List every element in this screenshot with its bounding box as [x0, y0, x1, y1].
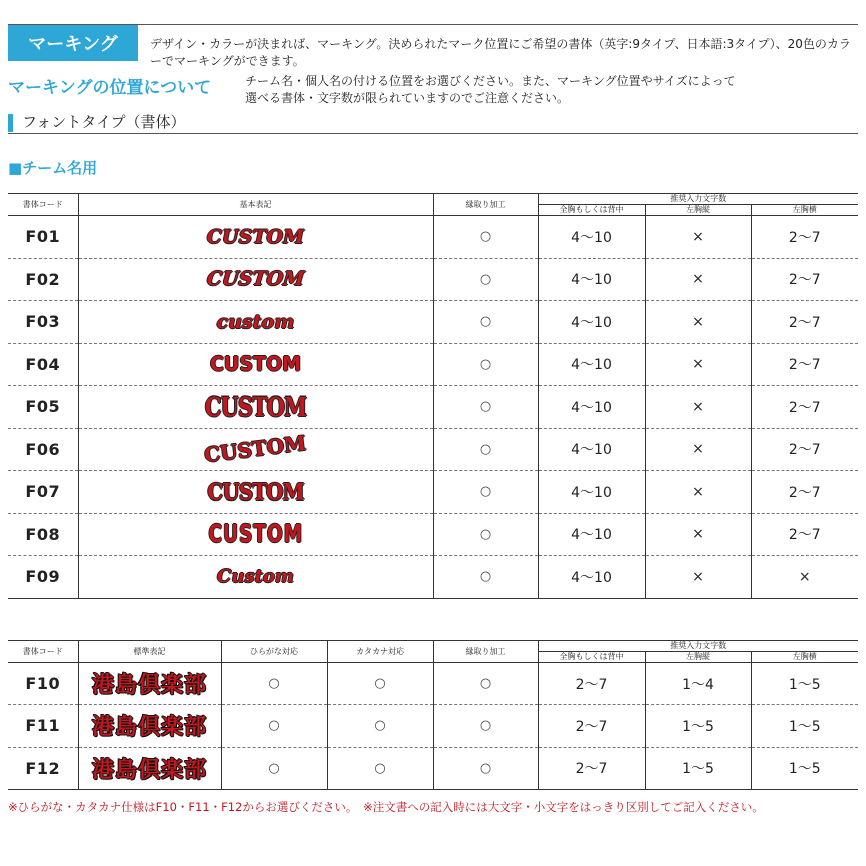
table-row — [8, 428, 858, 471]
full-chest-count: 4～10 — [538, 428, 645, 471]
left-vertical-count: × — [645, 216, 751, 259]
full-chest-count: 2～7 — [538, 705, 645, 747]
full-chest-count: 4～10 — [538, 301, 645, 344]
col-left-vertical: 左胸縦 — [645, 652, 751, 663]
left-horizontal-count: 1～5 — [751, 747, 858, 789]
font-code: F02 — [8, 258, 78, 301]
col-sample: 基本表記 — [78, 194, 433, 216]
font-sample: CUSTOM — [204, 391, 307, 423]
position-text — [245, 73, 845, 107]
left-vertical-count: × — [645, 513, 751, 556]
table-row — [8, 556, 858, 599]
font-sample: 港島倶楽部 — [91, 673, 207, 699]
left-vertical-count: 1～4 — [645, 663, 751, 705]
position-title: マーキングの位置について — [8, 78, 212, 98]
font-code: F03 — [8, 301, 78, 344]
left-vertical-count: × — [645, 556, 751, 599]
font-code: F12 — [8, 747, 78, 789]
font-code: F11 — [8, 705, 78, 747]
hiragana-mark: ○ — [221, 705, 327, 747]
full-chest-count: 4～10 — [538, 386, 645, 429]
font-code: F01 — [8, 216, 78, 259]
font-sample: Custom — [217, 566, 294, 588]
full-chest-count: 4～10 — [538, 556, 645, 599]
font-code: F06 — [8, 428, 78, 471]
border-mark: ○ — [433, 471, 538, 514]
col-code: 書体コード — [8, 194, 78, 216]
left-horizontal-count: 2～7 — [751, 301, 858, 344]
font-code: F04 — [8, 343, 78, 386]
col-left-horizontal: 左胸横 — [751, 652, 858, 663]
left-vertical-count: × — [645, 471, 751, 514]
font-sample: CUSTOM — [206, 225, 305, 248]
font-code: F09 — [8, 556, 78, 599]
left-horizontal-count: 2～7 — [751, 513, 858, 556]
border-mark: ○ — [433, 556, 538, 599]
japanese-font-table — [8, 640, 858, 790]
border-mark: ○ — [433, 258, 538, 301]
border-mark: ○ — [433, 663, 538, 705]
marking-badge: マーキング — [8, 25, 138, 61]
table-row — [8, 471, 858, 514]
border-mark: ○ — [433, 343, 538, 386]
col-recommended: 推奨入力文字数 — [538, 641, 858, 652]
border-mark: ○ — [433, 386, 538, 429]
position-text-line-1: チーム名・個人名の付ける位置をお選びください。また、マーキング位置やサイズによって — [245, 74, 736, 88]
table-row — [8, 705, 858, 747]
left-horizontal-count: 1～5 — [751, 663, 858, 705]
left-horizontal-count: 2～7 — [751, 216, 858, 259]
table-row — [8, 747, 858, 789]
font-code: F07 — [8, 471, 78, 514]
full-chest-count: 4～10 — [538, 513, 645, 556]
table-row — [8, 513, 858, 556]
font-sample: custom — [216, 310, 295, 333]
left-vertical-count: × — [645, 386, 751, 429]
katakana-mark: ○ — [327, 747, 433, 789]
footnote: ※ひらがな・カタカナ仕様はF10・F11・F12からお選びください。 ※注文書への記入時には大文字・小文字をはっきり区別してご記入ください。 — [8, 800, 764, 814]
heading-bar — [8, 114, 13, 132]
full-chest-count: 4～10 — [538, 258, 645, 301]
font-sample: 港島倶楽部 — [91, 715, 207, 741]
table-row — [8, 386, 858, 429]
table-row — [8, 301, 858, 344]
left-vertical-count: 1～5 — [645, 747, 751, 789]
full-chest-count: 4～10 — [538, 471, 645, 514]
col-border: 縁取り加工 — [433, 641, 538, 663]
left-vertical-count: × — [645, 301, 751, 344]
font-code: F10 — [8, 663, 78, 705]
left-horizontal-count: × — [751, 556, 858, 599]
katakana-mark: ○ — [327, 705, 433, 747]
left-horizontal-count: 1～5 — [751, 705, 858, 747]
full-chest-count: 2～7 — [538, 747, 645, 789]
font-code: F05 — [8, 386, 78, 429]
left-vertical-count: × — [645, 343, 751, 386]
font-sample: CUSTOM — [208, 519, 303, 549]
border-mark: ○ — [433, 216, 538, 259]
full-chest-count: 2～7 — [538, 663, 645, 705]
font-type-title: フォントタイプ（書体） — [22, 113, 186, 131]
hiragana-mark: ○ — [221, 663, 327, 705]
left-horizontal-count: 2～7 — [751, 343, 858, 386]
team-name-title: ■チーム名用 — [8, 159, 98, 177]
font-code: F08 — [8, 513, 78, 556]
full-chest-count: 4～10 — [538, 343, 645, 386]
left-horizontal-count: 2～7 — [751, 471, 858, 514]
left-vertical-count: 1～5 — [645, 705, 751, 747]
left-vertical-count: × — [645, 258, 751, 301]
hiragana-mark: ○ — [221, 747, 327, 789]
font-sample: CUSTOM — [203, 431, 308, 468]
team-font-table — [8, 193, 858, 599]
left-horizontal-count: 2～7 — [751, 428, 858, 471]
border-mark: ○ — [433, 513, 538, 556]
border-mark: ○ — [433, 428, 538, 471]
font-sample: CUSTOM — [207, 478, 304, 505]
col-recommended: 推奨入力文字数 — [538, 194, 858, 205]
font-sample: 港島倶楽部 — [91, 757, 207, 783]
col-full-chest: 全胸もしくは背中 — [538, 652, 645, 663]
left-horizontal-count: 2～7 — [751, 258, 858, 301]
katakana-mark: ○ — [327, 663, 433, 705]
border-mark: ○ — [433, 747, 538, 789]
col-sample: 標準表記 — [78, 641, 221, 663]
col-left-horizontal: 左胸横 — [751, 205, 858, 216]
font-sample: CUSTOM — [209, 352, 302, 376]
border-mark: ○ — [433, 705, 538, 747]
table-row — [8, 343, 858, 386]
col-hiragana: ひらがな対応 — [221, 641, 327, 663]
table-row — [8, 663, 858, 705]
position-text-line-2: 選べる書体・文字数が限られていますのでご注意ください。 — [245, 91, 570, 105]
full-chest-count: 4～10 — [538, 216, 645, 259]
left-horizontal-count: 2～7 — [751, 386, 858, 429]
font-sample: CUSTOM — [205, 268, 306, 291]
intro-text: デザイン・カラーが決まれば、マーキング。決められたマーク位置にご希望の書体（英字:9タイプ、日本語:3タイプ）、20色のカラーでマーキングができます。 — [150, 37, 851, 68]
col-code: 書体コード — [8, 641, 78, 663]
col-katakana: カタカナ対応 — [327, 641, 433, 663]
border-mark: ○ — [433, 301, 538, 344]
table-row — [8, 258, 858, 301]
col-border: 縁取り加工 — [433, 194, 538, 216]
font-type-heading — [8, 112, 858, 134]
left-vertical-count: × — [645, 428, 751, 471]
col-full-chest: 全胸もしくは背中 — [538, 205, 645, 216]
col-left-vertical: 左胸縦 — [645, 205, 751, 216]
table-row — [8, 216, 858, 259]
